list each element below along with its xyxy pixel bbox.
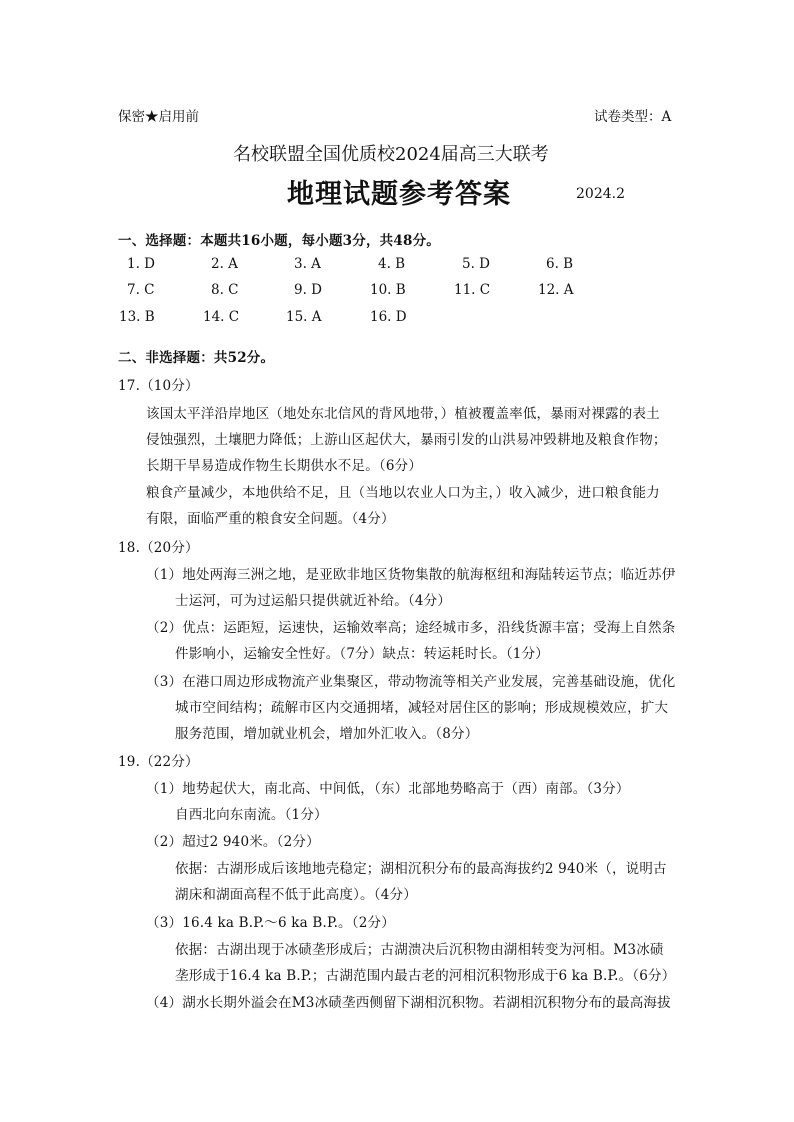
answer-item: 3. A bbox=[294, 256, 321, 272]
q17-label: 17.（10分） bbox=[118, 378, 199, 394]
q18-line: （2）优点：运距短，运速快，运输效率高；途经城市多，沿线货源丰富；受海上自然条 bbox=[146, 620, 676, 636]
q19-line: 垄形成于16.4 ka B.P.；古湖范围内最古老的河相沉积物形成于6 ka B.P.。（6分） bbox=[175, 968, 676, 984]
section1-heading: 一、选择题：本题共16小题，每小题3分，共48分。 bbox=[118, 233, 440, 249]
q18-line: （3）在港口周边形成物流产业集聚区，带动物流等相关产业发展，完善基础设施，优化 bbox=[146, 674, 676, 690]
answer-item: 6. B bbox=[546, 256, 574, 272]
q19-line: 依据：古湖出现于冰碛垄形成后；古湖溃决后沉积物由湖相转变为河相。M3冰碛 bbox=[175, 942, 664, 958]
answer-item: 10. B bbox=[370, 282, 406, 298]
q18-line: 士运河，可为过运船只提供就近补给。（4分） bbox=[175, 593, 452, 609]
q17-line: 有限，面临严重的粮食安全问题。（4分） bbox=[146, 511, 395, 527]
answer-item: 12. A bbox=[538, 282, 574, 298]
q19-line: （2）超过2 940米。（2分） bbox=[146, 834, 320, 850]
confidential-label: 保密★启用前 bbox=[118, 109, 199, 125]
q19-line: 自西北向东南流。（1分） bbox=[175, 807, 328, 823]
answer-item: 4. B bbox=[378, 256, 406, 272]
answer-item: 15. A bbox=[286, 309, 322, 325]
answer-item: 9. D bbox=[294, 282, 322, 298]
answer-item: 16. D bbox=[370, 309, 407, 325]
section2-heading: 二、非选择题：共52分。 bbox=[118, 350, 275, 366]
answer-item: 2. A bbox=[211, 256, 238, 272]
q18-line: 件影响小，运输安全性好。（7分）缺点：转运耗时长。（1分） bbox=[175, 646, 549, 662]
answer-item: 11. C bbox=[454, 282, 491, 298]
q19-line: （4）湖水长期外溢会在M3冰碛垄西侧留下湖相沉积物。若湖相沉积物分布的最高海拔 bbox=[146, 995, 671, 1011]
q19-line: 湖床和湖面高程不低于此高度）。（4分） bbox=[175, 887, 417, 903]
q17-line: 粮食产量减少，本地供给不足，且（当地以农业人口为主，）收入减少，进口粮食能力 bbox=[146, 485, 660, 501]
q17-line: 该国太平洋沿岸地区（地处东北信风的背风地带，）植被覆盖率低，暴雨对裸露的表土 bbox=[146, 406, 660, 422]
page-title: 地理试题参考答案 bbox=[287, 179, 511, 210]
exam-type-label: 试卷类型：A bbox=[594, 109, 672, 125]
exam-subtitle: 名校联盟全国优质校2024届高三大联考 bbox=[233, 144, 549, 165]
answer-item: 13. B bbox=[119, 309, 155, 325]
exam-date: 2024.2 bbox=[576, 186, 625, 202]
q17-line: 侵蚀强烈，土壤肥力降低；上游山区起伏大，暴雨引发的山洪易冲毁耕地及粮食作物； bbox=[146, 432, 667, 448]
answer-item: 1. D bbox=[127, 256, 155, 272]
q18-line: （1）地处两海三洲之地，是亚欧非地区货物集散的航海枢纽和海陆转运节点；临近苏伊 bbox=[146, 567, 676, 583]
q19-line: （3）16.4 ka B.P.～6 ka B.P.。（2分） bbox=[146, 915, 395, 931]
q19-line: （1）地势起伏大，南北高、中间低，（东）北部地势略高于（西）南部。（3分） bbox=[146, 781, 630, 797]
answer-item: 7. C bbox=[127, 282, 155, 298]
q18-line: 城市空间结构；疏解市区内交通拥堵，减轻对居住区的影响；形成规模效应，扩大 bbox=[175, 700, 669, 716]
q19-line: 依据：古湖形成后该地地壳稳定；湖相沉积分布的最高海拔约2 940米（，说明古 bbox=[175, 861, 667, 877]
answer-item: 8. C bbox=[211, 282, 239, 298]
q18-line: 服务范围，增加就业机会，增加外汇收入。（8分） bbox=[175, 726, 479, 742]
answer-item: 5. D bbox=[462, 256, 490, 272]
answer-item: 14. C bbox=[203, 309, 240, 325]
q18-label: 18.（20分） bbox=[118, 540, 199, 556]
q19-label: 19.（22分） bbox=[118, 754, 199, 770]
q17-line: 长期干旱易造成作物生长期供水不足。（6分） bbox=[146, 458, 423, 474]
